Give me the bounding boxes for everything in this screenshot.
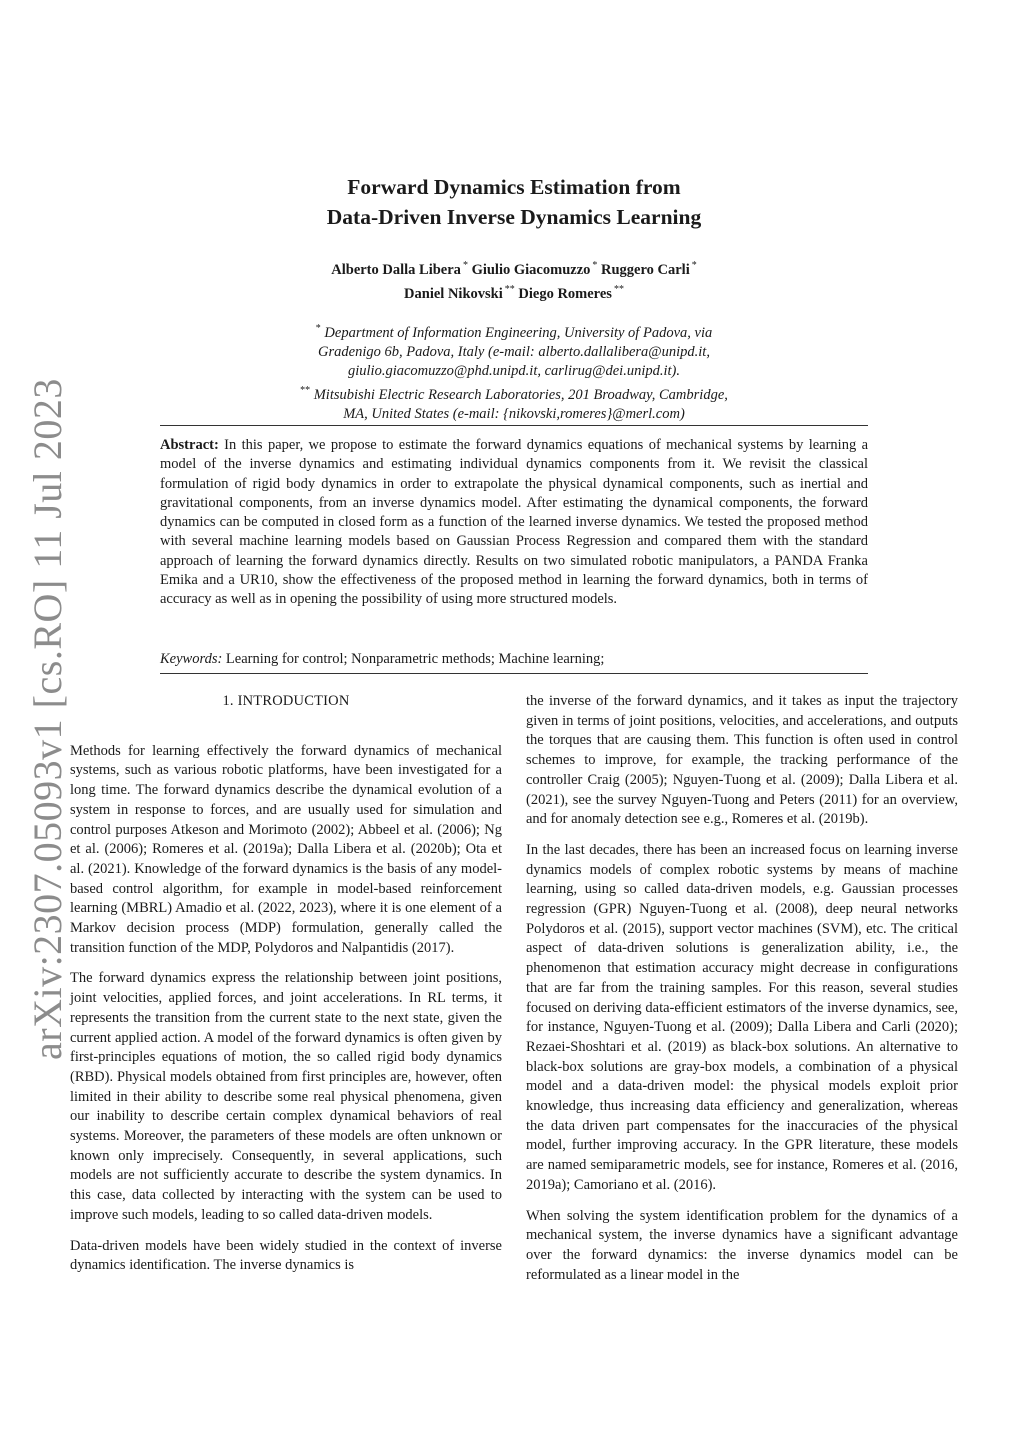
author-name: Alberto Dalla Libera: [331, 261, 461, 278]
keywords: [160, 650, 868, 669]
paper-header: [160, 172, 868, 424]
paragraph: Data-driven models have been widely studied in the context of inverse dynamics identification. The inverse dynamics is: [70, 1237, 502, 1274]
author-name: Diego Romeres: [518, 285, 612, 302]
keywords-text: Learning for control; Nonparametric methods; Machine learning;: [225, 651, 605, 667]
authors-line-2: [160, 280, 868, 304]
paragraph: In the last decades, there has been an increased focus on learning inverse dynamics models of complex robotic systems by means of machine learning, using so called data-driven models, e.g. Gaussian processes regression (GPR) Nguyen-Tuong et al. (2008), deep neural networks Polydoros et al. (2015), support vector machines (SVM), etc. The critical aspect of data-driven solutions is generalization ability, i.e., the phenomenon that estimation accuracy might decrease in configurations that are far from the training samples. For this reason, several studies focused on deriving data-efficient estimators of the inverse dynamics, see, for instance, Nguyen-Tuong et al. (2009); Dalla Libera and Carli (2020); Rezaei-Shoshtari et al. (2019) as black-box solutions. An alternative to black-box solutions are gray-box models, a combination of a physical model and a data-driven model: the physical models exploit prior knowledge, thus increasing data efficiency and generalization, whereas the data driven part compensates for the inaccuracies of the physical model, further improving accuracy. In the GPR literature, these models are named semiparametric models, see for instance, Romeres et al. (2016, 2019a); Camoriano et al. (2016).: [526, 841, 958, 1193]
author-name: Giulio Giacomuzzo: [471, 261, 591, 278]
affiliation-mark: **: [613, 283, 624, 295]
divider-top: [160, 425, 868, 426]
divider-bottom: [160, 673, 868, 674]
affiliation-line: giulio.giacomuzzo@phd.unipd.it, carlirug@dei.unipd.it).: [348, 362, 680, 379]
authors-line-1: [160, 256, 868, 280]
affiliation-mark: *: [592, 260, 598, 271]
title-line-1: Forward Dynamics Estimation from: [347, 175, 681, 199]
paragraph: the inverse of the forward dynamics, and it takes as input the trajectory given in terms of joint positions, velocities, and accelerations, and outputs the torques that are causing them. This function is often used in control schemes to improve, for example, the tracking performance of the controller Craig (2005); Nguyen-Tuong et al. (2009); Dalla Libera et al. (2021), see the survey Nguyen-Tuong and Peters (2011) for an overview, and for anomaly detection see e.g., Romeres et al. (2019b).: [526, 693, 958, 828]
author-name: Daniel Nikovski: [404, 285, 503, 302]
paragraph: The forward dynamics express the relationship between joint positions, joint velocities, applied forces, and joint accelerations. In RL terms, it represents the transition from the current state to the next state, given the current applied action. A model of the forward dynamics is often given by first-principles equations of motion, the so called rigid body dynamics (RBD). Physical models obtained from first principles are, however, often limited in their ability to describe some real physical phenomena, given our inability to describe certain complex dynamical behaviors of real systems. Moreover, the parameters of these models are often unknown or known only imprecisely. Consequently, in several applications, such models are not sufficiently accurate to describe the system dynamics. In this case, data collected by interacting with the system can be used to improve such models, leading to so called data-driven models.: [70, 970, 502, 1223]
affiliation-line: MA, United States (e-mail: {nikovski,romeres}@merl.com): [343, 406, 685, 423]
affiliation-mark: **: [300, 385, 311, 397]
paper-title: [160, 172, 868, 232]
affiliation-line: ** Mitsubishi Electric Research Laboratories, 201 Broadway, Cambridge,: [300, 385, 728, 403]
title-line-2: Data-Driven Inverse Dynamics Learning: [326, 205, 702, 229]
right-column: [526, 692, 958, 1296]
abstract-label: Abstract:: [160, 437, 219, 453]
affiliation-mark: *: [462, 260, 468, 271]
affiliation-mark: *: [691, 260, 697, 271]
paragraph: When solving the system identification problem for the dynamics of a mechanical system, the inverse dynamics have a significant advantage over the forward dynamics: the inverse dynamics model can be reformulated as a linear model in the: [526, 1207, 958, 1283]
keywords-label: Keywords:: [160, 651, 223, 667]
abstract-text: In this paper, we propose to estimate the forward dynamics equations of mechanical systems by learning a model of the inverse dynamics and estimating individual dynamics components from it. We revisit the classical formulation of rigid body dynamics in order to extrapolate the physical dynamical components, such as inertial and gravitational components, from an inverse dynamics model. After estimating the dynamical components, the forward dynamics can be computed in closed form as a function of the learned inverse dynamics. We tested the proposed method with several machine learning models based on Gaussian Process Regression and compared them with the standard approach of learning the forward dynamics directly. Results on two simulated robotic manipulators, a PANDA Franka Emika and a UR10, show the effectiveness of the proposed method in learning the forward dynamics, both in terms of accuracy as well as in opening the possibility of using more structured models.: [160, 437, 869, 608]
paragraph: Methods for learning effectively the forward dynamics of mechanical systems, such as various robotic platforms, have been investigated for a long time. The forward dynamics describe the dynamical evolution of a system in response to forces, and are usually used for simulation and control purposes Atkeson and Morimoto (2002); Abbeel et al. (2006); Ng et al. (2006); Romeres et al. (2019a); Dalla Libera et al. (2020b); Ota et al. (2021). Knowledge of the forward dynamics is the basis of any model-based control algorithm, for example in model-based reinforcement learning (MBRL) Amadio et al. (2022, 2023), where it is one element of a Markov decision process (MDP) formulation, generally called the transition function of the MDP, Polydoros and Nalpantidis (2017).: [70, 742, 502, 956]
section-heading: 1. INTRODUCTION: [222, 693, 350, 709]
left-column: [70, 692, 502, 1287]
author-list: [160, 256, 868, 304]
affiliation-mark: **: [504, 283, 515, 295]
affiliation-line: Gradenigo 6b, Padova, Italy (e-mail: alberto.dallalibera@unipd.it,: [318, 343, 710, 360]
author-name: Ruggero Carli: [601, 261, 690, 278]
affiliations: [160, 319, 868, 425]
affiliation-line: * Department of Information Engineering, University of Padova, via: [315, 322, 713, 341]
affiliation-mark: *: [315, 322, 321, 334]
arxiv-identifier: arXiv:2307.05093v1 [cs.RO] 11 Jul 2023: [25, 378, 70, 1060]
abstract: [160, 436, 868, 610]
